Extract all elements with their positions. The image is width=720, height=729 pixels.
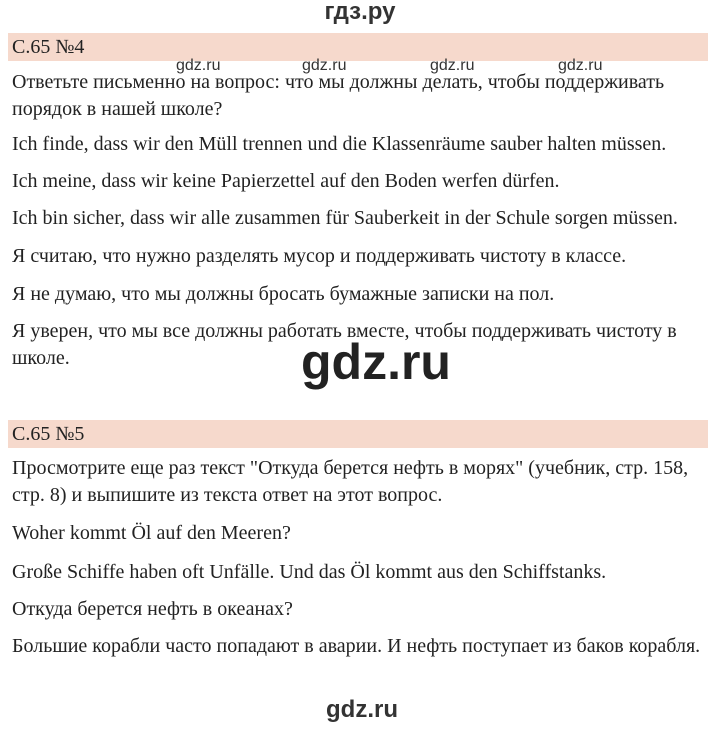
answer-line: Ich finde, dass wir den Müll trennen und die Klassenräume sauber halten müssen.: [12, 133, 667, 155]
answer-line: Я не думаю, что мы должны бросать бумажные записки на пол.: [12, 283, 555, 305]
question-text: Просмотрите еще раз текст "Откуда берется нефть в морях" (учебник, стр. 158, стр. 8) и выпишите из текста ответ на этот вопрос.: [12, 457, 689, 506]
section-header-text: С.65 №4: [12, 36, 85, 58]
answer-line: Я уверен, что мы все должны работать вместе, чтобы поддерживать чистоту в школе.: [12, 320, 677, 369]
answer-line: Я считаю, что нужно разделять мусор и поддерживать чистоту в классе.: [12, 245, 627, 267]
site-title[interactable]: гдз.ру: [324, 0, 396, 25]
answer-line: Große Schiffe haben oft Unfälle. Und das Öl kommt aus den Schiffstanks.: [12, 561, 607, 583]
watermark: gdz.ru: [430, 57, 475, 74]
section-header: [8, 33, 708, 61]
answer-line: Ich meine, dass wir keine Papierzettel auf den Boden werfen dürfen.: [12, 170, 560, 192]
watermark: gdz.ru: [558, 57, 603, 74]
answer-line: Woher kommt Öl auf den Meeren?: [12, 522, 291, 544]
answer-line: Откуда берется нефть в океанах?: [12, 598, 293, 620]
watermark: gdz.ru: [302, 57, 347, 74]
watermark: gdz.ru: [176, 57, 221, 74]
section-header: [8, 420, 708, 448]
question-text: Ответьте письменно на вопрос: что мы должны делать, чтобы поддерживать порядок в нашей школе?: [12, 71, 665, 120]
answer-line: Ich bin sicher, dass wir alle zusammen für Sauberkeit in der Schule sorgen müssen.: [12, 207, 678, 229]
watermark-large: gdz.ru: [301, 334, 451, 390]
answer-line: Большие корабли часто попадают в аварии. И нефть поступает из баков корабля.: [12, 635, 701, 657]
footer-watermark: gdz.ru: [326, 696, 398, 723]
section-header-text: С.65 №5: [12, 423, 85, 445]
